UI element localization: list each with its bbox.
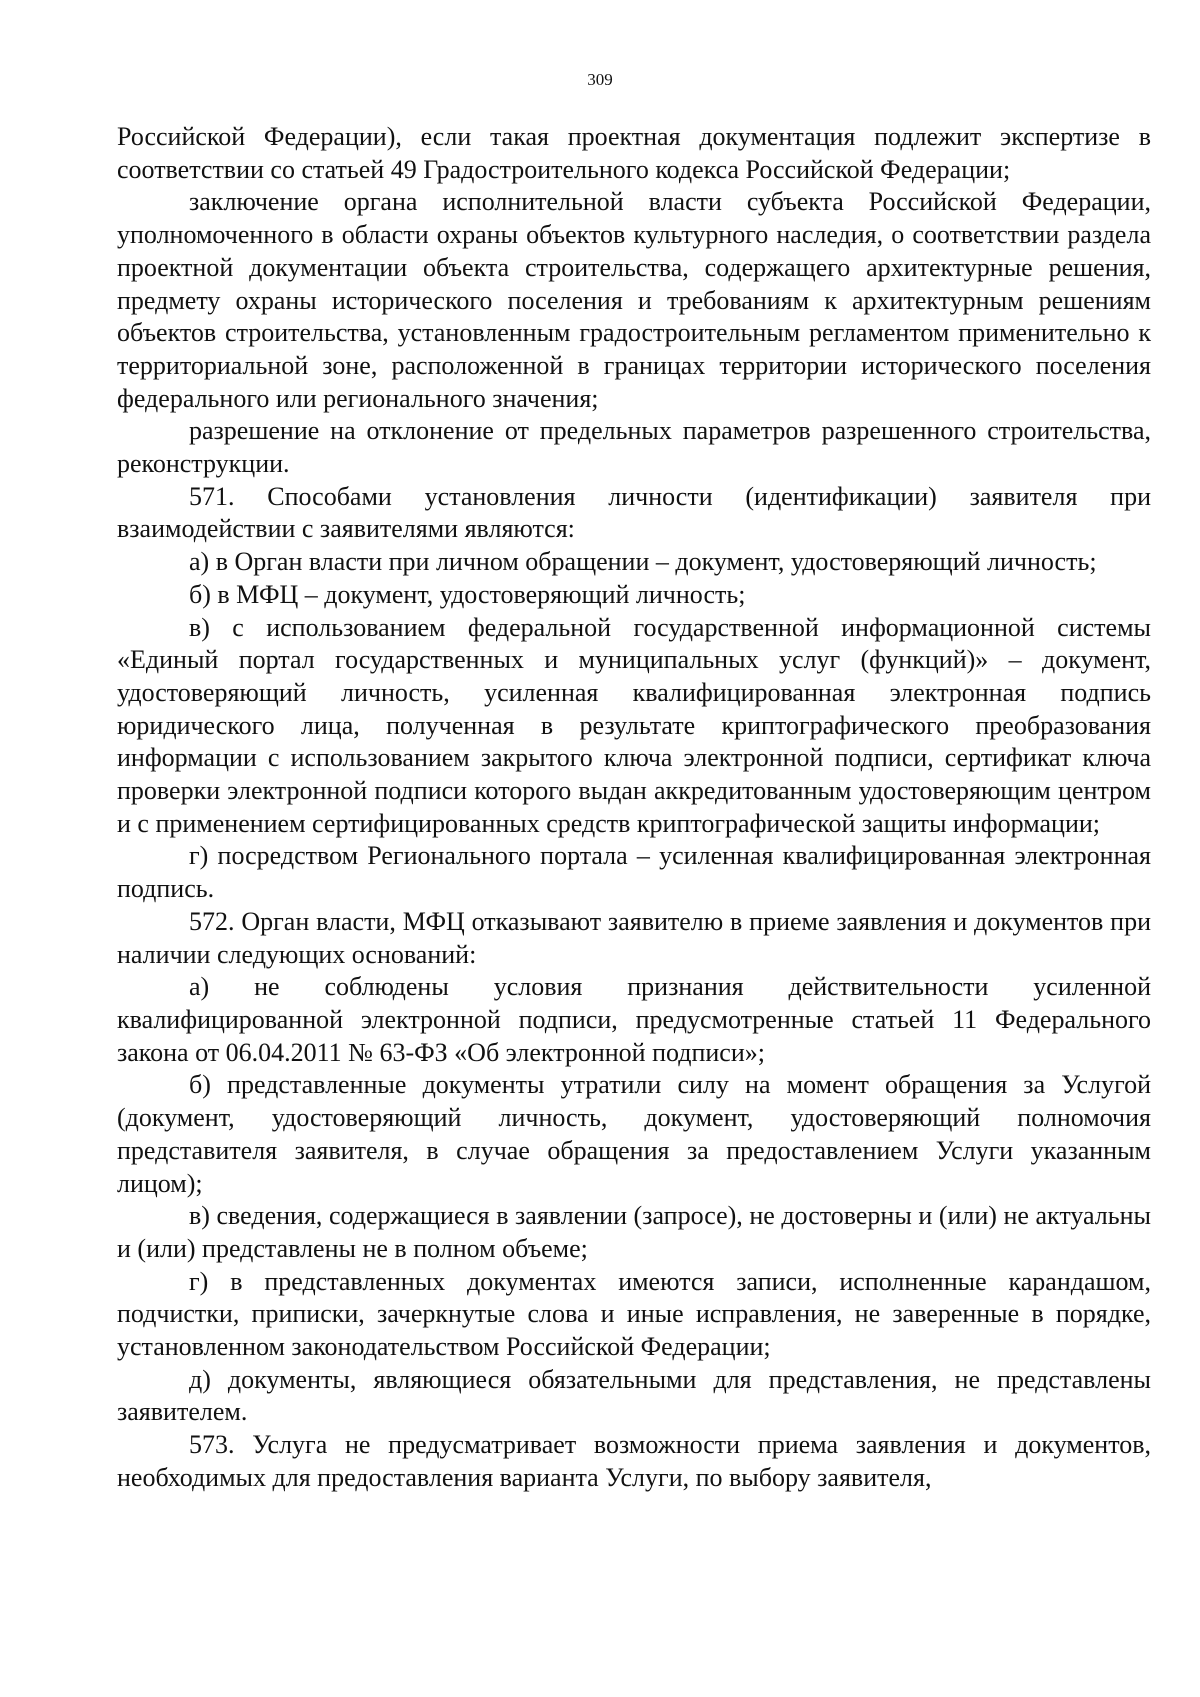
paragraph: г) в представленных документах имеются записи, исполненные карандашом, подчистки, приписки, зачеркнутые слова и иные исправления, не заверенные в порядке, установленном законодательством Российской Федерации; xyxy=(117,1266,1151,1362)
paragraph: а) не соблюдены условия признания действительности усиленной квалифицированной электронной подписи, предусмотренные статьей 11 Федерального закона от 06.04.2011 № 63-ФЗ «Об электронной подписи»; xyxy=(117,972,1151,1067)
paragraph: разрешение на отклонение от предельных параметров разрешенного строительства, реконструкции. xyxy=(117,416,1151,479)
paragraph: заключение органа исполнительной власти субъекта Российской Федерации, уполномоченного в области охраны объектов культурного наследия, о соответствии раздела проектной документации объекта строительства, содержащего архитектурные решения, предмету охраны исторического поселения и требованиям к архитектурным решениям объектов строительства, установленным градостроительным регламентом применительно к территориальной зоне, расположенной в границах территории исторического поселения федерального или регионального значения; xyxy=(117,187,1151,413)
paragraph: г) посредством Регионального портала – усиленная квалифицированная электронная подпись. xyxy=(117,841,1151,904)
paragraph: б) в МФЦ – документ, удостоверяющий личность; xyxy=(189,579,746,609)
paragraph: д) документы, являющиеся обязательными для представления, не представлены заявителем. xyxy=(117,1364,1151,1427)
paragraph: Российской Федерации), если такая проектная документация подлежит экспертизе в соответствии со статьей 49 Градостроительного кодекса Российской Федерации; xyxy=(117,122,1151,184)
paragraph: 572. Орган власти, МФЦ отказывают заявителю в приеме заявления и документов при наличии следующих оснований: xyxy=(117,906,1151,969)
paragraph: б) представленные документы утратили силу на момент обращения за Услугой (документ, удостоверяющий личность, документ, удостоверяющий полномочия представителя заявителя, в случае обращения за предоставлением Услуги указанным лицом); xyxy=(117,1070,1151,1198)
page-number: 309 xyxy=(587,70,613,89)
paragraph: в) сведения, содержащиеся в заявлении (запросе), не достоверны и (или) не актуальны и (или) представлены не в полном объеме; xyxy=(117,1201,1151,1263)
paragraph: в) с использованием федеральной государственной информационной системы «Единый портал государственных и муниципальных услуг (функций)» – документ, удостоверяющий личность, усиленная квалифицированная электронная подпись юридического лица, полученная в результате криптографического преобразования информации с использованием закрытого ключа электронной подписи, сертификат ключа проверки электронной подписи которого выдан аккредитованным удостоверяющим центром и с применением сертифицированных средств криптографической защиты информации; xyxy=(117,612,1151,838)
paragraph: 573. Услуга не предусматривает возможности приема заявления и документов, необходимых для предоставления варианта Услуги, по выбору заявителя, xyxy=(117,1430,1151,1492)
paragraph: а) в Орган власти при личном обращении – документ, удостоверяющий личность; xyxy=(189,547,1097,577)
document-body xyxy=(117,121,1151,1495)
paragraph: 571. Способами установления личности (идентификации) заявителя при взаимодействии с заявителями являются: xyxy=(117,481,1151,544)
